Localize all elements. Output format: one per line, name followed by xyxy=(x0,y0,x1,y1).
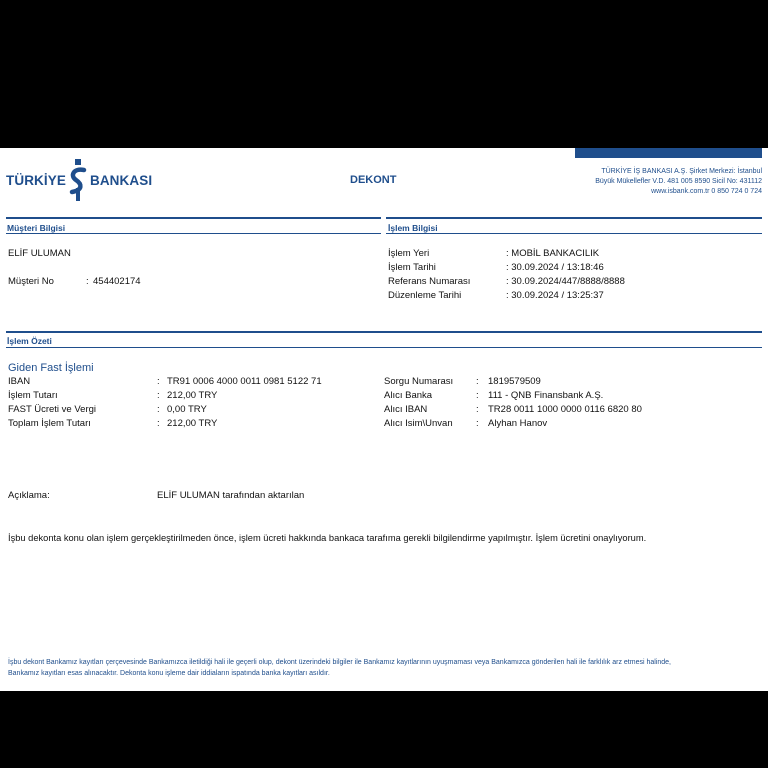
corp-line-3: www.isbank.com.tr 0 850 724 0 724 xyxy=(651,188,762,195)
logo-text-left: TÜRKİYE xyxy=(6,172,66,188)
footer-note xyxy=(8,657,671,679)
corp-line-2: Büyük Mükellefler V.D. 481 005 8590 Sicil No: 431112 xyxy=(595,178,762,185)
corporate-info xyxy=(595,167,762,197)
transaction-section-rule xyxy=(386,217,762,219)
summary-right-label: Sorgu Numarası xyxy=(384,376,454,387)
summary-left-value: 0,00 TRY xyxy=(167,404,207,415)
summary-left-sep: : xyxy=(157,376,160,387)
summary-right-sep: : xyxy=(476,404,479,415)
summary-left-sep: : xyxy=(157,404,160,415)
customer-name: ELİF ULUMAN xyxy=(8,248,71,259)
summary-left-label: FAST Ücreti ve Vergi xyxy=(8,404,96,415)
transaction-info-label: Düzenleme Tarihi xyxy=(388,290,462,301)
customer-no-label: Müşteri No xyxy=(8,276,54,287)
header-accent-bar xyxy=(575,148,762,158)
transaction-info-label: İşlem Yeri xyxy=(388,248,430,259)
summary-left-sep: : xyxy=(157,418,160,429)
summary-left-value: 212,00 TRY xyxy=(167,418,218,429)
transaction-section-title: İşlem Bilgisi xyxy=(388,223,438,233)
receipt-page xyxy=(0,148,768,691)
summary-right-value: TR28 0011 1000 0000 0116 6820 80 xyxy=(488,404,642,415)
description-label: Açıklama: xyxy=(8,490,50,501)
summary-section-underline xyxy=(6,347,762,348)
summary-right-sep: : xyxy=(476,418,479,429)
summary-right-sep: : xyxy=(476,390,479,401)
corp-line-1: TÜRKİYE İŞ BANKASI A.Ş. Şirket Merkezi: İstanbul xyxy=(601,168,762,175)
summary-right-label: Alıcı Isim\Unvan xyxy=(384,418,453,429)
fee-disclaimer: İşbu dekonta konu olan işlem gerçekleştirilmeden önce, işlem ücreti hakkında bankaca tarafıma gerekli bilgilendirme yapılmıştır. İşlem ücretini onaylıyorum. xyxy=(8,533,647,543)
summary-right-value: 111 - QNB Finansbank A.Ş. xyxy=(488,390,604,401)
summary-section-title: İşlem Özeti xyxy=(7,336,52,346)
transaction-section-underline xyxy=(386,233,762,234)
summary-section-rule xyxy=(6,331,762,333)
customer-no-value: 454402174 xyxy=(93,276,141,287)
transaction-info-value: : MOBİL BANKACILIK xyxy=(506,248,600,259)
customer-no-sep: : xyxy=(86,276,89,287)
logo-text-right: BANKASI xyxy=(89,172,153,188)
transaction-info-label: Referans Numarası xyxy=(388,276,471,287)
summary-right-value: 1819579509 xyxy=(488,376,541,387)
summary-left-label: IBAN xyxy=(8,376,31,387)
summary-right-label: Alıcı Banka xyxy=(384,390,433,401)
bank-logo xyxy=(6,158,152,202)
customer-section-rule xyxy=(6,217,381,219)
summary-left-sep: : xyxy=(157,390,160,401)
summary-right-sep: : xyxy=(476,376,479,387)
summary-right-value: Alyhan Hanov xyxy=(488,418,548,429)
summary-left-value: 212,00 TRY xyxy=(167,390,218,401)
transaction-info-label: İşlem Tarihi xyxy=(388,262,436,273)
summary-left-label: Toplam İşlem Tutarı xyxy=(8,418,91,429)
customer-section-title: Müşteri Bilgisi xyxy=(7,223,66,233)
summary-left-value: TR91 0006 4000 0011 0981 5122 71 xyxy=(167,376,322,387)
description-value: ELİF ULUMAN tarafından aktarılan xyxy=(157,490,305,501)
transaction-info-value: : 30.09.2024 / 13:18:46 xyxy=(506,262,604,273)
document-title: DEKONT xyxy=(350,174,397,186)
transaction-info-value: : 30.09.2024/447/8888/8888 xyxy=(506,276,625,287)
footer-line-1: İşbu dekont Bankamız kayıtları çerçevesinde Bankamızca iletildiği hali ile geçerli olup, dekont üzerindeki bilgiler ile Bankamız kayıtlarının uyuşmaması veya Bankamızca gönderilen hali ile farklılık arz etmesi halinde, xyxy=(8,659,671,666)
customer-section-underline xyxy=(6,233,381,234)
summary-left-label: İşlem Tutarı xyxy=(8,390,58,401)
summary-right-label: Alıcı IBAN xyxy=(384,404,428,415)
is-bank-emblem-icon xyxy=(67,158,89,202)
footer-line-2: Bankamız kayıtları esas alınacaktır. Dekonta konu işleme dair iddiaların ispatında banka kayıtları asıldır. xyxy=(8,670,330,677)
transaction-info-value: : 30.09.2024 / 13:25:37 xyxy=(506,290,604,301)
summary-subtitle: Giden Fast İşlemi xyxy=(8,362,94,374)
